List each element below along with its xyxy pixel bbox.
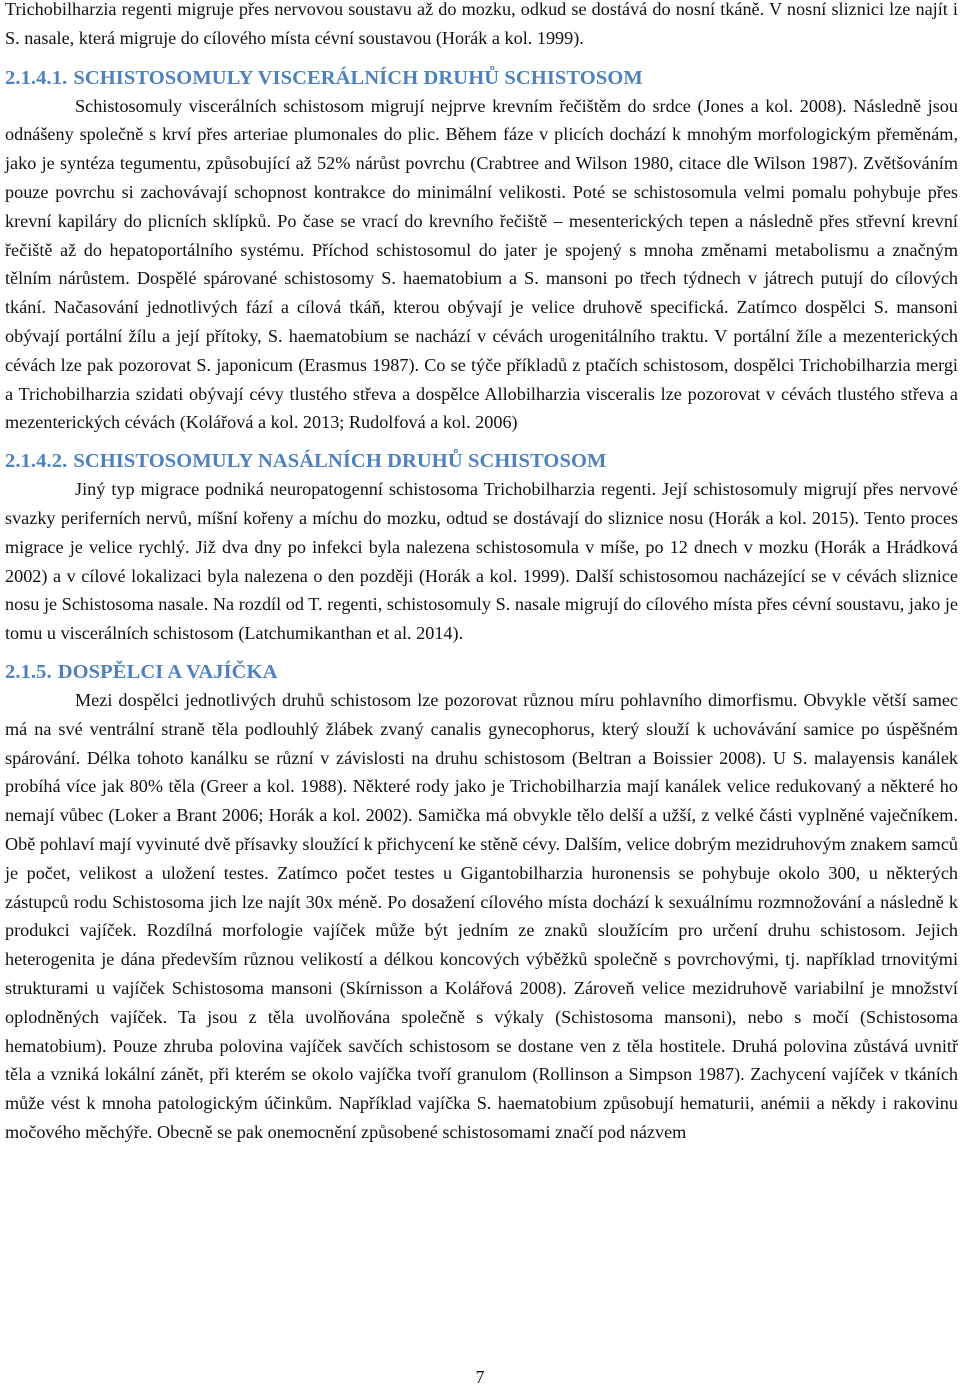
- document-page: [5, 0, 958, 1147]
- section-heading-nasal: [5, 447, 958, 475]
- section-heading-adults-eggs: [5, 658, 958, 686]
- paragraph-nasal: Jiný typ migrace podniká neuropatogenní schistosoma Trichobilharzia regenti. Její schistosomuly migrují přes nervové svazky periferních nervů, míšní kořeny a míchu do mozku, odtud se dostávají do sliznice nosu (Horák a kol. 2015). Tento proces migrace je velice rychlý. Již dva dny po infekci byla nalezena schistosomula v míše, po 12 dnech v mozku (Horák a Hrádková 2002) a v cílové lokalizaci byla nalezena o den později (Horák a kol. 1999). Další schistosomou nacházející se v cévách sliznice nosu je Schistosoma nasale. Na rozdíl od T. regenti, schistosomuly S. nasale migrují do cílového místa přes cévní soustavu, jako je tomu u viscerálních schistosom (Latchumikanthan et al. 2014).: [5, 479, 958, 644]
- page-number: 7: [475, 1367, 485, 1387]
- paragraph-intro: Trichobilharzia regenti migruje přes nervovou soustavu až do mozku, odkud se dostává do nosní tkáně. V nosní sliznici lze najít i S. nasale, která migruje do cílového místa cévní soustavou (Horák a kol. 1999).: [5, 0, 958, 48]
- section-number: 2.1.4.2.: [5, 450, 68, 473]
- section-heading-visceral: [5, 64, 958, 92]
- section-title: SCHISTOSOMULY NASÁLNÍCH DRUHŮ SCHISTOSOM: [73, 450, 607, 473]
- section-title: DOSPĚLCI A VAJÍČKA: [57, 660, 278, 683]
- section-number: 2.1.5.: [5, 660, 52, 683]
- section-title: SCHISTOSOMULY VISCERÁLNÍCH DRUHŮ SCHISTOSOM: [73, 66, 643, 89]
- section-number: 2.1.4.1.: [5, 66, 68, 89]
- paragraph-adults-eggs: Mezi dospělci jednotlivých druhů schistosom lze pozorovat různou míru pohlavního dimorfismu. Obvykle větší samec má na své ventrální straně těla podlouhlý žlábek zvaný canalis gynecophorus, který slouží k uchovávání samice po úspěšném spárování. Délka tohoto kanálku se různí v závislosti na druhu schistosom (Beltran a Boissier 2008). U S. malayensis kanálek probíhá více jak 80% těla (Greer a kol. 1988). Některé rody jako je Trichobilharzia mají kanálek velice redukovaný a některé ho nemají vůbec (Loker a Brant 2006; Horák a kol. 2002). Samička má obvykle tělo delší a užší, z velké části vyplněné vaječníkem. Obě pohlaví mají vyvinuté dvě přísavky sloužící k přichycení ke stěně cévy. Dalším, velice dobrým mezidruhovým znakem samců je počet, velikost a uložení testes. Zatímco počet testes u Gigantobilharzia huronensis se pohybuje okolo 300, u některých zástupců rodu Schistosoma jich lze najít 30x méně. Po dosažení cílového místa dochází k sexuálnímu rozmnožování a následně k produkci vajíček. Rozdílná morfologie vajíček může být jedním ze znaků sloužícím pro určení druhu schistosom. Jejich heterogenita je dána především různou velikostí a délkou koncových výběžků společně s povrchovými, tj. například trnovitými strukturami u vajíček Schistosoma mansoni (Skírnisson a Kolářová 2008). Zároveň velice mezidruhově variabilní je množství oplodněných vajíček. Ta jsou z těla uvolňována společně s výkaly (Schistosoma mansoni), nebo s močí (Schistosoma hematobium). Pouze zhruba polovina vajíček savčích schistosom se dostane ven z těla hostitele. Druhá polovina zůstává uvnitř těla a vzniká lokální zánět, při kterém se okolo vajíčka tvoří granulom (Rollinson a Simpson 1987). Zachycení vajíček v tkáních může vést k mnoha patologickým účinkům. Například vajíčka S. haematobium způsobují hematurii, anémii a někdy i rakovinu močového měchýře. Obecně se pak onemocnění způsobené schistosomami značí pod názvem: [5, 689, 958, 1142]
- paragraph-visceral: Schistosomuly viscerálních schistosom migrují nejprve krevním řečištěm do srdce (Jones a kol. 2008). Následně jsou odnášeny společně s krví přes arteriae plumonales do plic. Během fáze v plicích dochází k mnohým morfologickým přeměnám, jako je syntéza tegumentu, způsobující až 52% nárůst povrchu (Crabtree and Wilson 1980, citace dle Wilson 1987). Zvětšováním pouze povrchu si zachovávají schopnost kontrakce do minimální velikosti. Poté se schistosomula velmi pomalu pohybuje přes krevní kapiláry do plicních sklípků. Po čase se vrací do krevního řečiště – mesenterických tepen a následně přes střevní krevní řečiště až do hepatoportálního systému. Příchod schistosomul do jater je spojený s mnoha změnami metabolismu a značným tělním nárůstem. Dospělé spárované schistosomy S. haematobium a S. mansoni po třech týdnech v játrech putují do cílových tkání. Načasování jednotlivých fází a cílová tkáň, kterou obývají je velice druhově specifická. Zatímco dospělci S. mansoni obývají portální žílu a její přítoky, S. haematobium se nachází v cévách urogenitálního traktu. V portální žíle a mezenterických cévách lze pak pozorovat S. japonicum (Erasmus 1987). Co se týče příkladů z ptačích schistosom, dospělci Trichobilharzia mergi a Trichobilharzia szidati obývají cévy tlustého střeva a dospělce Allobilharzia visceralis lze pozorovat v cévách tlustého střeva a mezenterických cévách (Kolářová a kol. 2013; Rudolfová a kol. 2006): [5, 95, 958, 433]
